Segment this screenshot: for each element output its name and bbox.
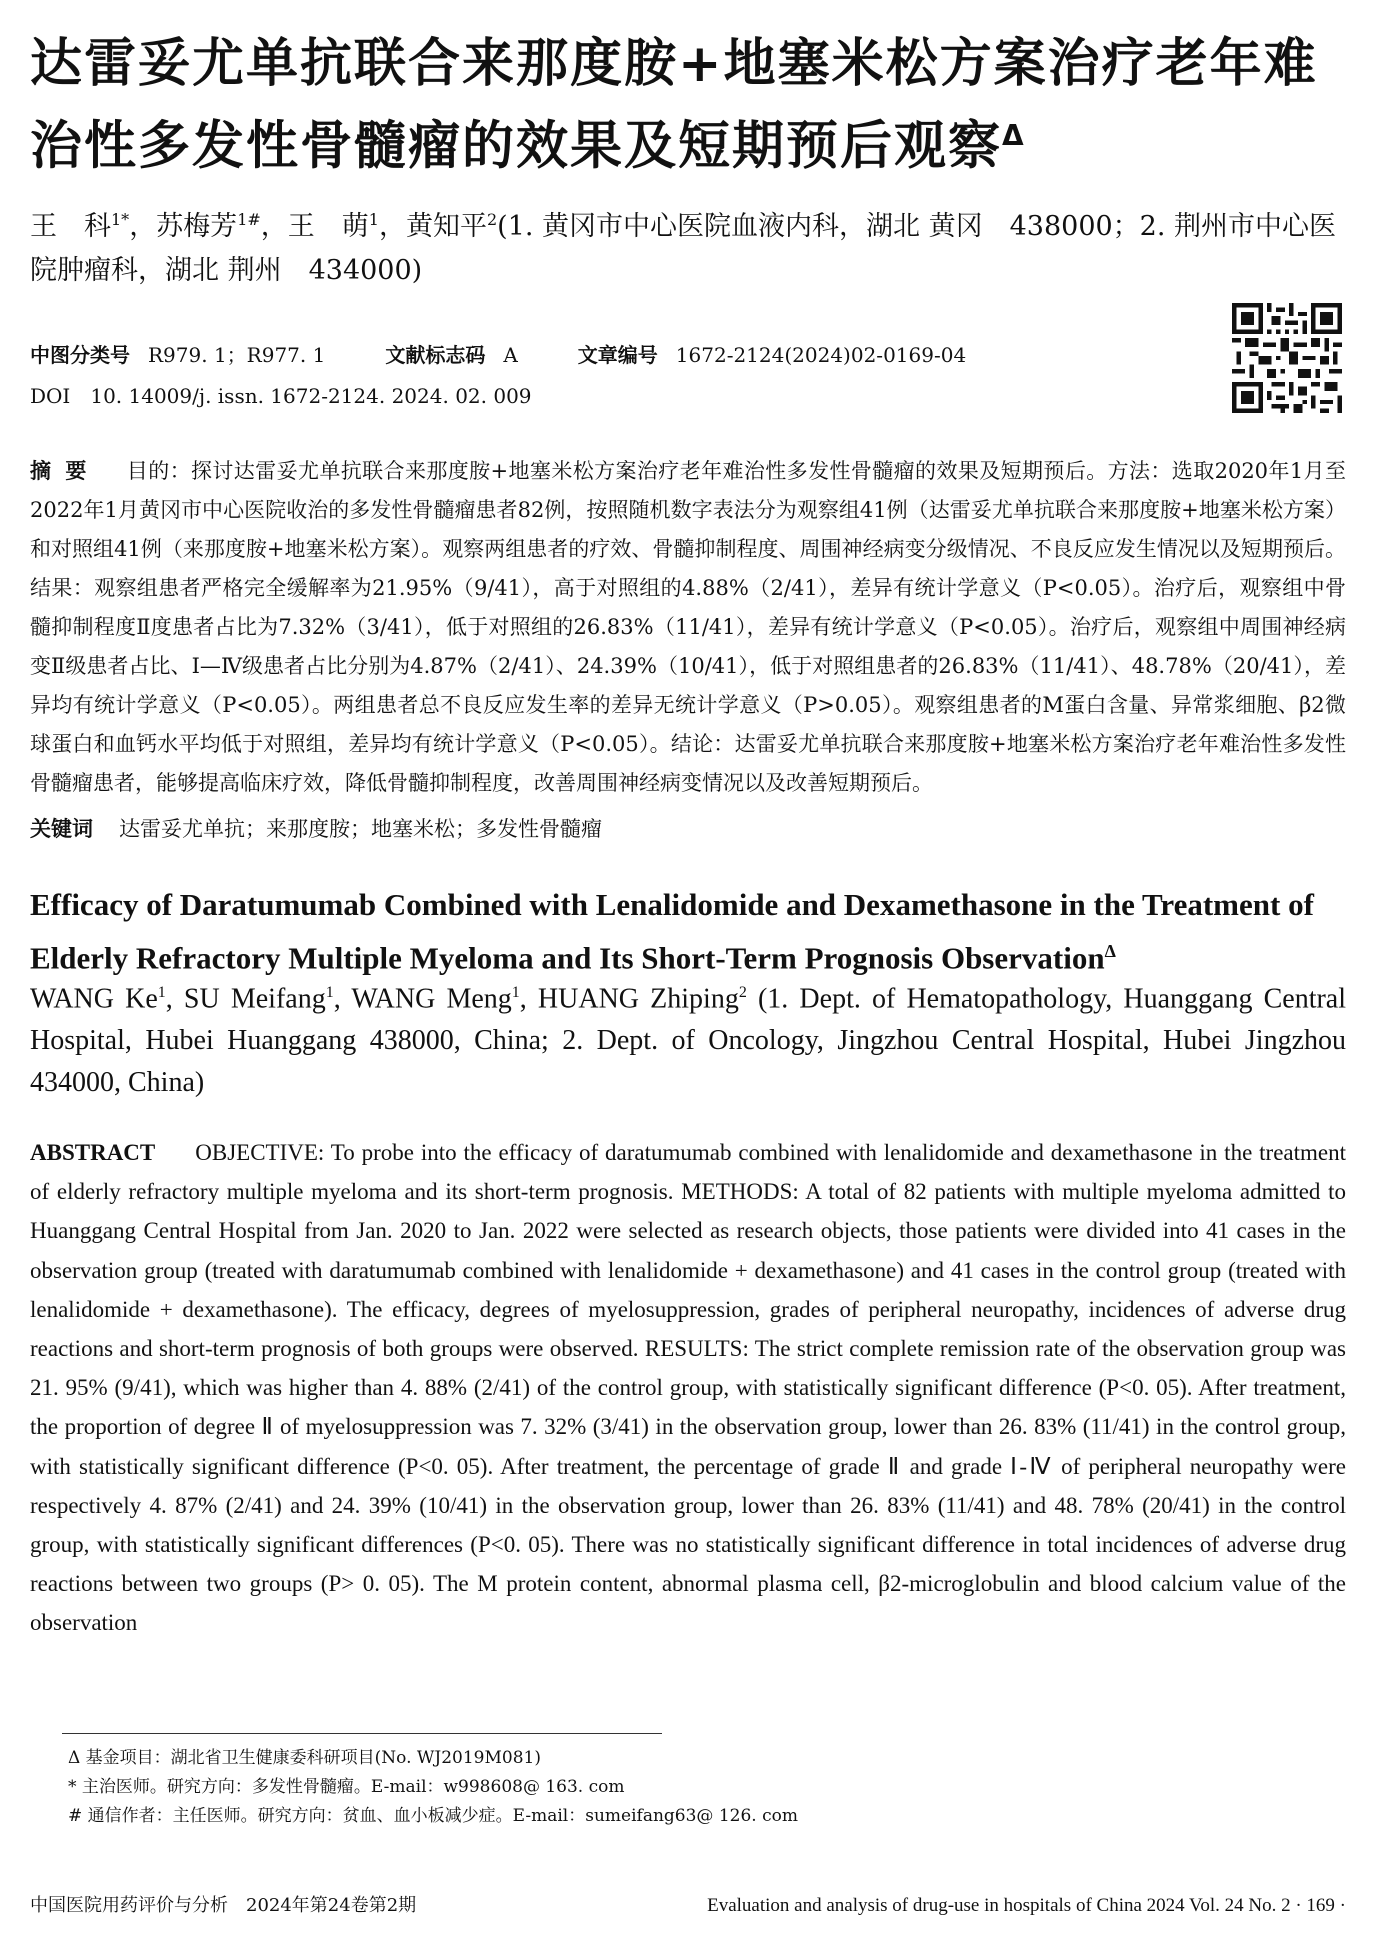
english-abstract-text: OBJECTIVE: To probe into the efficacy of daratumumab combined with lenalidomide and dexamethasone in the treatment of elderly refractory multiple myeloma and its short-term prognosis. METHODS: A total of 82 patients with multiple myeloma admitted to Huanggang Central Hospital from Jan. 2020 to Jan. 2022 were selected as research objects, those patients were divided into 41 cases in the observation group (treated with daratumumab combined with lenalidomide + dexamethasone) and 41 cases in the control group (treated with lenalidomide + dexamethasone). The efficacy, degrees of myelosuppression, grades of peripheral neuropathy, incidences of adverse drug reactions and short-term prognosis of both groups were observed. RESULTS: The strict complete remission rate of the observation group was 21. 95% (9/41), which was higher than 4. 88% (2/41) of the control group, with statistically significant difference (P<0. 05). After treatment, the proportion of degree Ⅱ of myelosuppression was 7. 32% (3/41) in the observation group, lower than 26. 83% (11/41) in the control group, with statistically significant difference (P<0. 05). After treatment, the percentage of grade Ⅱ and grade Ⅰ-Ⅳ of peripheral neuropathy were respectively 4. 87% (2/41) and 24. 39% (10/41) in the observation group, lower than 26. 83% (11/41) and 48. 78% (20/41) in the control group, with statistically significant differences (P<0. 05). There was no statistically significant difference in total incidences of adverse drug reactions between two groups (P> 0. 05). The M protein content, abnormal plasma cell, β2-microglobulin and blood calcium value of the observation — [30, 1140, 1346, 1636]
doi-line — [30, 381, 532, 411]
chinese-authors: 王 科$^{1*}$，苏梅芳$^{1\#}$，王 萌$^1$，黄知平$^2$(1. 黄冈市中心医院血液内科，湖北 黄冈 438000；2. 荆州市中心医院肿瘤科，湖北 荆州 434000) — [30, 210, 1337, 286]
english-title: Efficacy of Daratumumab Combined with Lenalidomide and Dexamethasone in the Treatment of Elderly Refractory Multiple Myeloma and Its Short-Term Prognosis Observation$^\Delta$ — [30, 887, 1314, 976]
chinese-abstract-text: 目的：探讨达雷妥尤单抗联合来那度胺+地塞米松方案治疗老年难治性多发性骨髓瘤的效果及短期预后。方法：选取2020年1月至2022年1月黄冈市中心医院收治的多发性骨髓瘤患者82例，按照随机数字表法分为观察组41例（达雷妥尤单抗联合来那度胺+地塞米松方案）和对照组41例（来那度胺+地塞米松方案）。观察两组患者的疗效、骨髓抑制程度、周围神经病变分级情况、不良反应发生情况以及短期预后。结果：观察组患者严格完全缓解率为21.95%（9/41），高于对照组的4.88%（2/41），差异有统计学意义（P<0.05）。治疗后，观察组中骨髓抑制程度Ⅱ度患者占比为7.32%（3/41），低于对照组的26.83%（11/41），差异有统计学意义（P<0.05）。治疗后，观察组中周围神经病变Ⅱ级患者占比、Ⅰ—Ⅳ级患者占比分别为4.87%（2/41）、24.39%（10/41），低于对照组患者的26.83%（11/41）、48.78%（20/41），差异均有统计学意义（P<0.05）。两组患者总不良反应发生率的差异无统计学意义（P>0.05）。观察组患者的M蛋白含量、异常浆细胞、β2微球蛋白和血钙水平均低于对照组，差异均有统计学意义（P<0.05）。结论：达雷妥尤单抗联合来那度胺+地塞米松方案治疗老年难治性多发性骨髓瘤患者，能够提高临床疗效，降低骨髓抑制程度，改善周围神经病变情况以及改善短期预后。 — [30, 459, 1346, 795]
journal-name-en: Evaluation and analysis of drug-use in hospitals of China 2024 Vol. 24 No. 2 · 169 · — [707, 1895, 1346, 1916]
footnote-first-author: * 主治医师。研究方向：多发性骨髓瘤。E-mail：w998608@ 163. com — [68, 1777, 625, 1797]
footnote-divider — [62, 1733, 662, 1734]
footnotes — [68, 1744, 1068, 1831]
doc-code-label: 文献标志码 — [385, 343, 486, 367]
chinese-title: 达雷妥尤单抗联合来那度胺+地塞米松方案治疗老年难治性多发性骨髓瘤的效果及短期预后观察$^\Delta$ — [30, 34, 1318, 177]
clc-value: R979. 1；R977. 1 — [148, 343, 326, 367]
chinese-keywords-label: 关键词 — [30, 817, 93, 841]
doi-label: DOI — [30, 384, 71, 408]
english-abstract-label: ABSTRACT — [30, 1140, 156, 1165]
chinese-affiliations: (1. 黄冈市中心医院血液内科，湖北 黄冈 438000；2. 荆州市中心医院肿瘤科，湖北 荆州 434000) — [30, 211, 1337, 286]
article-no-label: 文章编号 — [577, 343, 658, 367]
classification-line — [30, 340, 966, 370]
journal-name-cn: 中国医院用药评价与分析 2024年第24卷第2期 — [30, 1895, 417, 1916]
chinese-abstract-label: 摘要 — [30, 459, 101, 483]
chinese-abstract — [30, 452, 1346, 803]
qr-code-icon — [1232, 303, 1342, 413]
doc-code-value: A — [503, 343, 518, 367]
article-no-value: 1672-2124(2024)02-0169-04 — [675, 343, 967, 367]
title-fund-mark: Δ — [1002, 119, 1026, 152]
chinese-keywords-text: 达雷妥尤单抗；来那度胺；地塞米松；多发性骨髓瘤 — [119, 817, 602, 841]
chinese-keywords — [30, 811, 602, 847]
english-title-fund-mark: Δ — [1104, 941, 1116, 961]
clc-label: 中图分类号 — [30, 343, 130, 367]
doi-value: 10. 14009/j. issn. 1672-2124. 2024. 02. 009 — [90, 384, 532, 408]
english-authors: WANG Ke$^1$, SU Meifang$^1$, WANG Meng$^1$, HUANG Zhiping$^2$ (1. Dept. of Hematopathology, Huanggang Central Hospital, Hubei Huanggang 438000, China; 2. Dept. of Oncology, Jingzhou Central Hospital, Hubei Jingzhou 434000, China) — [30, 983, 1347, 1099]
footnote-fund: Δ 基金项目：湖北省卫生健康委科研项目(No. WJ2019M081) — [68, 1748, 541, 1768]
english-abstract — [30, 1133, 1346, 1643]
english-affiliations: (1. Dept. of Hematopathology, Huanggang Central Hospital, Hubei Huanggang 438000, China; 2. Dept. of Oncology, Jingzhou Central Hospital, Hubei Jingzhou 434000, China) — [30, 983, 1347, 1099]
footnote-corresponding-author: # 通信作者：主任医师。研究方向：贫血、血小板减少症。E-mail：sumeifang63@ 126. com — [68, 1806, 798, 1826]
